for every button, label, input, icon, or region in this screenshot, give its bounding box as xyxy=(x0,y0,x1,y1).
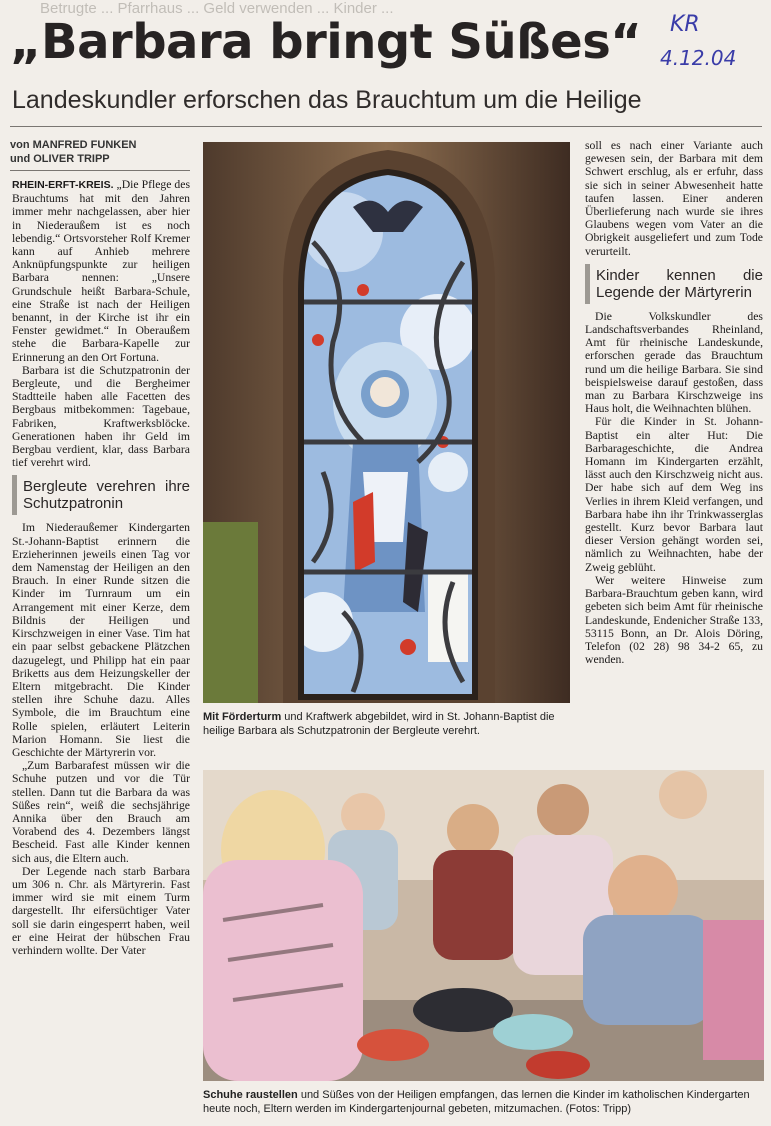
children-sitting-image xyxy=(203,770,764,1081)
paragraph-9: Wer weitere Hinweise zum Barbara-Brauchtum geben kann, wird gebeten sich beim Amt für rheinische Landeskunde, Endenicher Straße 133, 53115 Bonn, an Dr. Alois Döring, Telefon (02 28) 98 34-2 65, zu wenden. xyxy=(585,573,763,667)
paragraph-6: soll es nach einer Variante auch gewesen sein, der Barbara mit dem Schwert erschlug, als er erfuhr, dass sie sich in seiner Abwesenheit hatte taufen lassen. Einer anderen Überlieferung nach wurde sie ihres Glaubens wegen vom Vater an die Obrigkeit ausgeliefert und zum Tode verurteilt. xyxy=(585,139,763,258)
subheading-1: Bergleute verehren ihre Schutzpatronin xyxy=(12,475,190,515)
stained-glass-photo xyxy=(203,142,570,703)
subheadline: Landeskundler erforschen das Brauchtum um die Heilige xyxy=(12,86,642,114)
paragraph-7: Die Volkskundler des Landschaftsverbandes Rheinland, Amt für rheinische Landeskunde, erforschen gerade das Brauchtum rund um die heilige Barbara. Sie sind beispielsweise darauf gestoßen, dass man zu Barbara Kirschzweige ins Haus holt, die Weihnachten blühen. xyxy=(585,309,763,416)
bleed-through-text: Betrugte ... Pfarrhaus ... Geld verwenden ... Kinder ... xyxy=(40,0,394,17)
caption-1-lead: Mit Förderturm xyxy=(203,711,282,723)
subheading-2: Kinder kennen die Legende der Märtyrerin xyxy=(585,264,763,304)
paragraph-4: „Zum Barbarafest müssen wir die Schuhe putzen und vor die Tür stellen. Dann tut die Barbara da was Süßes rein“, weiß die sechsjährige Annika über den Brauch am Vorabend des 4. Dezembers längst Bescheid. Fast alle Kinder kennen sich aus, die Eltern auch. xyxy=(12,759,190,865)
kindergarten-photo xyxy=(203,770,764,1081)
paragraph-2: Barbara ist die Schutzpatronin der Bergleute, und die Bergheimer Stadtteile haben alle Facetten des Bergbaus mitbekommen: Tagebaue, Fabriken, Kraftwerksblöcke. Generationen haben ihr Geld im Bergbau verdient, klar, dass Barbara tief verehrt wird. xyxy=(12,363,190,470)
paragraph-5: Der Legende nach starb Barbara um 306 n. Chr. als Märtyrerin. Fast immer wird sie mit einem Turm dargestellt. Ihr eifersüchtiger Vater soll sie darin eingesperrt haben, weil er eine Heirat der hübschen Frau verhindern wollte. Der Vater xyxy=(12,864,190,957)
photo-caption-window xyxy=(203,711,573,738)
byline-rule xyxy=(10,170,190,171)
dateline: RHEIN-ERFT-KREIS. xyxy=(12,179,114,191)
handwritten-annotation xyxy=(660,12,756,78)
header-rule xyxy=(10,126,762,127)
annotation-source: KR xyxy=(670,12,700,37)
caption-2-text: und Süßes von der Heiligen empfangen, das lernen die Kinder im katholischen Kindergarten heute noch, Eltern werden im Kindergartenjournal gebeten, mitzumachen. (Fotos: Tripp) xyxy=(203,1089,750,1115)
paragraph-1: „Die Pflege des Brauchtums hat mit den Jahren immer mehr nachgelassen, aber hier in Niederaußem ist es noch lebendig.“ Ortsvorsteher Rolf Kremer kann auf Anhieb mehrere Anknüpfungspunkte zur heiligen Barbara nennen: „Unsere Grundschule heißt Barbara-Schule, eine Straße ist nach der Heiligen benannt, in der Kirche ist ihr ein Fenster gewidmet.“ In Oberaußem stehe die Barbara-Kapelle zur Erinnerung an den Ort Fortuna. xyxy=(12,178,191,364)
paragraph-8: Für die Kinder in St. Johann-Baptist ein alter Hut: Die Barbarageschichte, die Andrea Homann im Kindergarten erzählt, lässt auch den Kirschzweig nicht aus. Der habe sich auf dem Weg ins Verlies in ihrem Kleid verfangen, und Barbara habe ihn ihr Trinkwasserglas gestellt. Kurz bevor Barbara laut dieser Version gehängt worden sei, nämlich zu Weihnachten, habe der Zweig geblüht. xyxy=(585,415,763,574)
headline: „Barbara bringt Süßes“ xyxy=(10,14,642,70)
byline-author-2: und OLIVER TRIPP xyxy=(10,153,110,165)
article-column-left xyxy=(12,178,190,957)
paragraph-3: Im Niederaußemer Kindergarten St.-Johann-Baptist erinnern die Erzieherinnen jeweils einen Tag vor dem Namenstag der Heiligen an den Brauch. In einer Runde sitzen die Kinder im Turnraum um ein Arrangement mit einer Kerze, dem Bildnis der Heiligen und Kirschzweigen in einer Vase. Tim hat ein paar selbst gebackene Plätzchen dazugelegt, und Philipp hat ein paar Briketts aus dem Heizungskeller der Eltern mitgebracht. Die Kinder stellen ihre Schuhe dazu. Alles Symbole, die im Brauchtum eine Rolle spielen, erläutert Leiterin Marion Homann. Sie liest die Geschichte der Märtyrerin vor. xyxy=(12,521,190,759)
byline xyxy=(10,138,190,166)
photo-caption-children xyxy=(203,1089,763,1116)
annotation-date: 4.12.04 xyxy=(660,46,737,70)
byline-author-1: von MANFRED FUNKEN xyxy=(10,139,137,151)
caption-2-lead: Schuhe raustellen xyxy=(203,1089,298,1101)
stained-glass-window-image xyxy=(203,142,570,703)
caption-1-text: und Kraftwerk abgebildet, wird in St. Johann-Baptist die heilige Barbara als Schutzpatronin der Bergleute verehrt. xyxy=(203,711,555,737)
article-column-right xyxy=(585,139,763,666)
